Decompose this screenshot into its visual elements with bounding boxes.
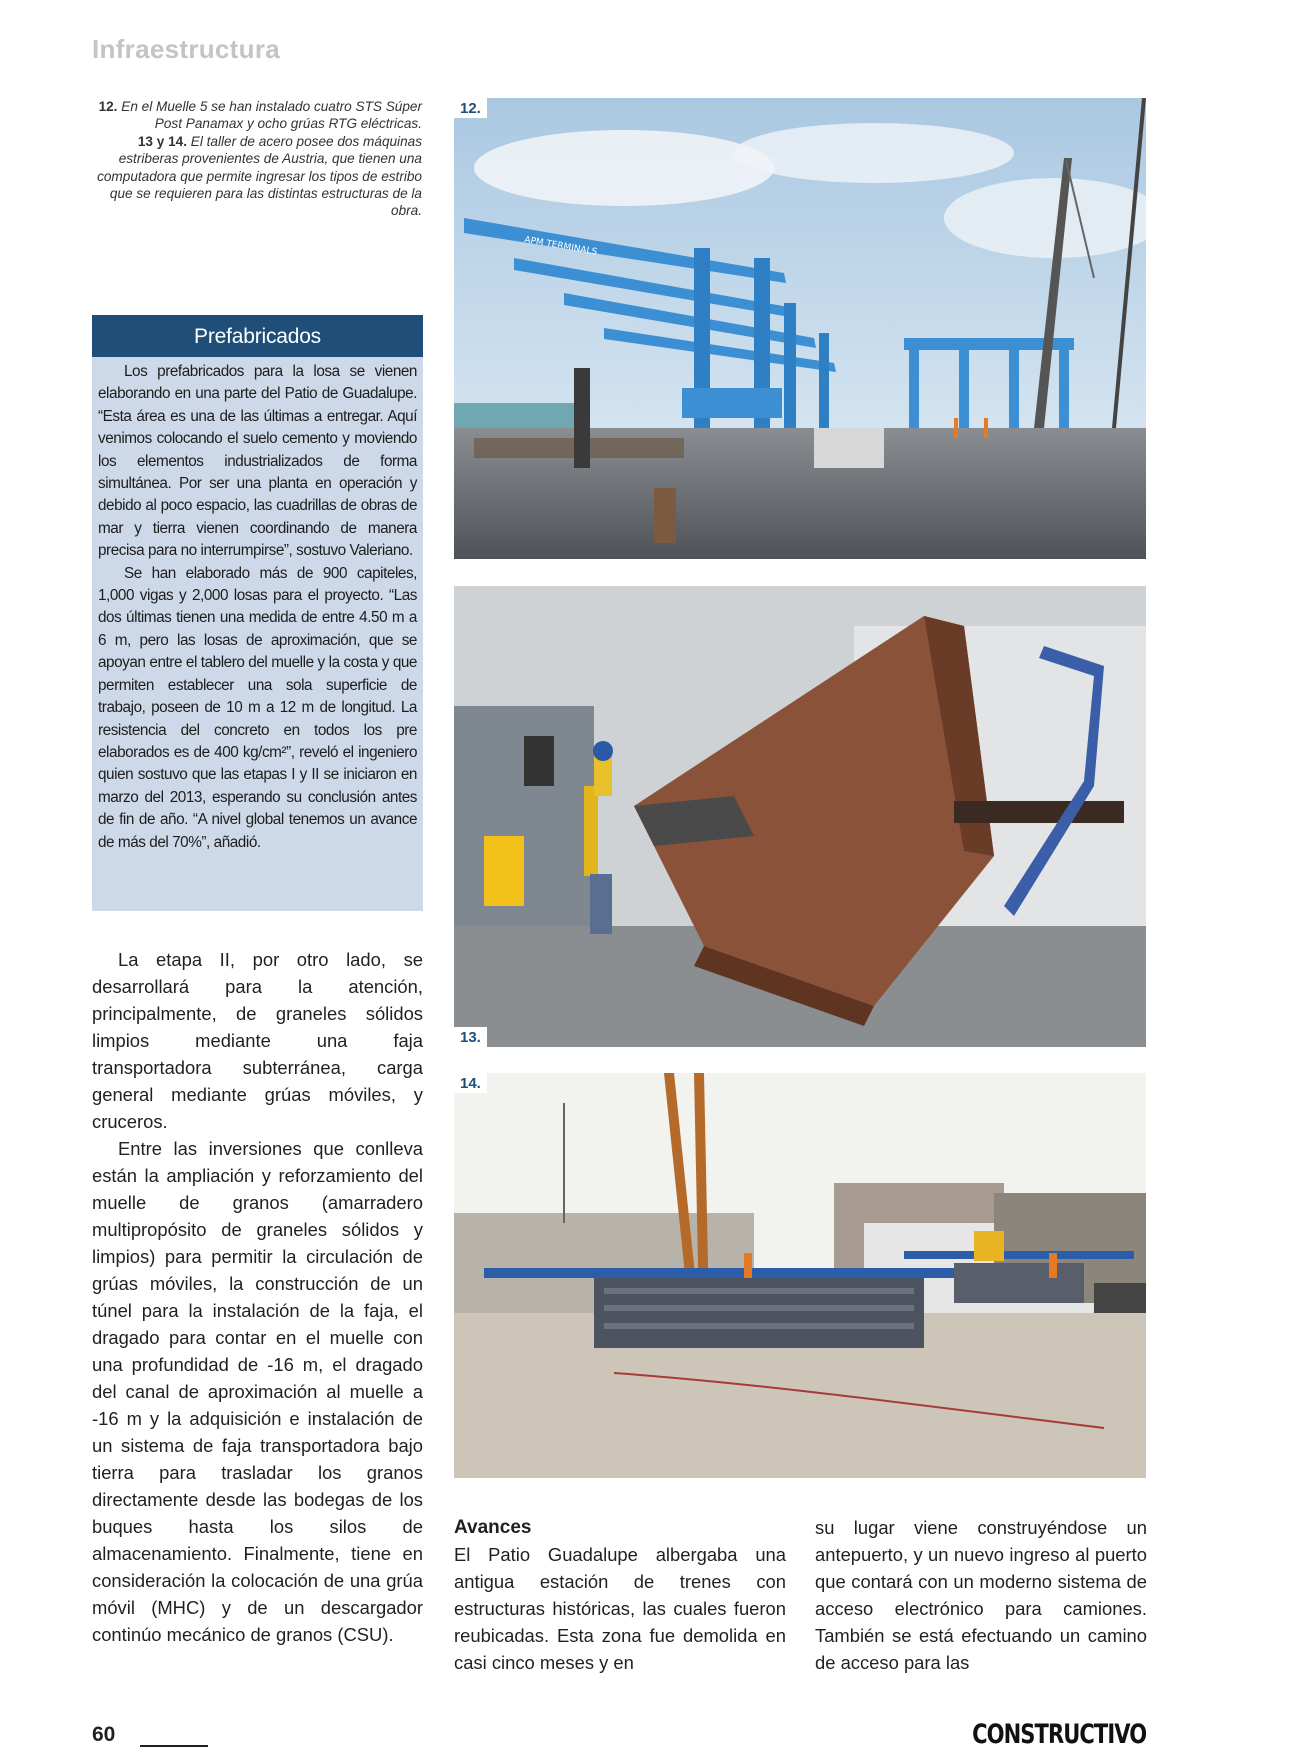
caption-12 <box>92 98 422 133</box>
box-paragraph: Los prefabricados para la losa se vienen elaborando en una parte del Patio de Guadalupe. “Esta área es una de las últimas a entregar. Aquí venimos colocando el suelo cemento y moviendo los elementos industrializados de forma simultánea. Por ser una planta en operación y debido al poco espacio, las cuadrillas de obras de mar y tierra vienen coordinando de manera precisa para no interrumpirse”, sostuvo Valeriano. <box>98 363 417 560</box>
port-cranes-illustration <box>454 98 1146 559</box>
steel-yard-illustration <box>454 1073 1146 1478</box>
box-body <box>92 357 423 854</box>
body-paragraph: su lugar viene construyéndose un antepuerto, y un nuevo ingreso al puerto que contará con un moderno sistema de acceso electrónico para camiones. También se está efectuando un camino de acceso para las <box>815 1517 1147 1673</box>
photo-bending-machine <box>454 586 1146 1047</box>
page-number: 60 <box>92 1723 116 1746</box>
crane-lettering: APM TERMINALS <box>523 235 598 258</box>
photo-port-cranes <box>454 98 1146 559</box>
prefabricados-box <box>92 315 423 911</box>
main-column <box>92 946 423 1648</box>
photo-captions <box>92 98 422 220</box>
box-title: Prefabricados <box>92 315 423 357</box>
caption-13-14 <box>92 133 422 220</box>
caption-text: En el Muelle 5 se han instalado cuatro STS Súper Post Panamax y ocho grúas RTG eléctricas. <box>121 99 422 132</box>
photo-steel-yard <box>454 1073 1146 1478</box>
bending-machine-illustration <box>454 586 1146 1047</box>
caption-number: 12. <box>98 99 118 114</box>
box-paragraph: Se han elaborado más de 900 capiteles, 1,000 vigas y 2,000 losas para el proyecto. “Las dos últimas tienen una medida de entre 4.50 m a 6 m, pero las losas de aproximación, que se apoyan entre el tablero del muelle y la costa y que permiten establecer una sola superficie de trabajo, poseen de 10 m a 12 m de longitud. La resistencia del concreto en todos los pre elaborados es de 400 kg/cm²”, reveló el ingeniero quien sostuvo que las etapas I y II se iniciaron en marzo del 2013, esperando su conclusión antes de fin de año. “A nivel global tenemos un avance de más del 70%”, añadió. <box>98 564 417 851</box>
avances-heading: Avances <box>454 1517 532 1538</box>
avances-column-2 <box>815 1514 1147 1676</box>
caption-number: 13 y 14. <box>137 133 187 149</box>
photo-number: 14. <box>454 1073 487 1093</box>
body-paragraph: La etapa II, por otro lado, se desarrollará para la atención, principalmente, de graneles sólidos limpios mediante una faja transportadora subterránea, carga general mediante grúas móviles, y cruceros. <box>92 949 423 1132</box>
avances-column-1 <box>454 1514 786 1676</box>
page-number-rule <box>140 1745 208 1747</box>
section-title: Infraestructura <box>92 34 280 64</box>
photo-number: 13. <box>454 1027 487 1047</box>
body-paragraph: El Patio Guadalupe albergaba una antigua estación de trenes con estructuras históricas, las cuales fueron reubicadas. Esta zona fue demolida en casi cinco meses y en <box>454 1544 786 1673</box>
magazine-brand: CONSTRUCTIVO <box>971 1719 1146 1750</box>
caption-text: El taller de acero posee dos máquinas estriberas provenientes de Austria, que tienen una computadora que permite ingresar los tipos de estribo que se requieren para las distintas estructuras de la obra. <box>97 133 422 219</box>
body-paragraph: Entre las inversiones que conlleva están la ampliación y reforzamiento del muelle de granos (amarradero multipropósito de graneles sólidos y limpios) para permitir la circulación de grúas móviles, la construcción de un túnel para la instalación de la faja, el dragado para contar en el muelle con una profundidad de -16 m, el dragado del canal de aproximación al muelle a -16 m y la adquisición e instalación de un sistema de faja transportadora bajo tierra para trasladar los granos directamente desde las bodegas de los buques hasta los silos de almacenamiento. Finalmente, tiene en consideración la colocación de una grúa móvil (MHC) y de un descargador continúo mecánico de granos (CSU). <box>92 1138 423 1645</box>
photo-number: 12. <box>454 98 487 118</box>
